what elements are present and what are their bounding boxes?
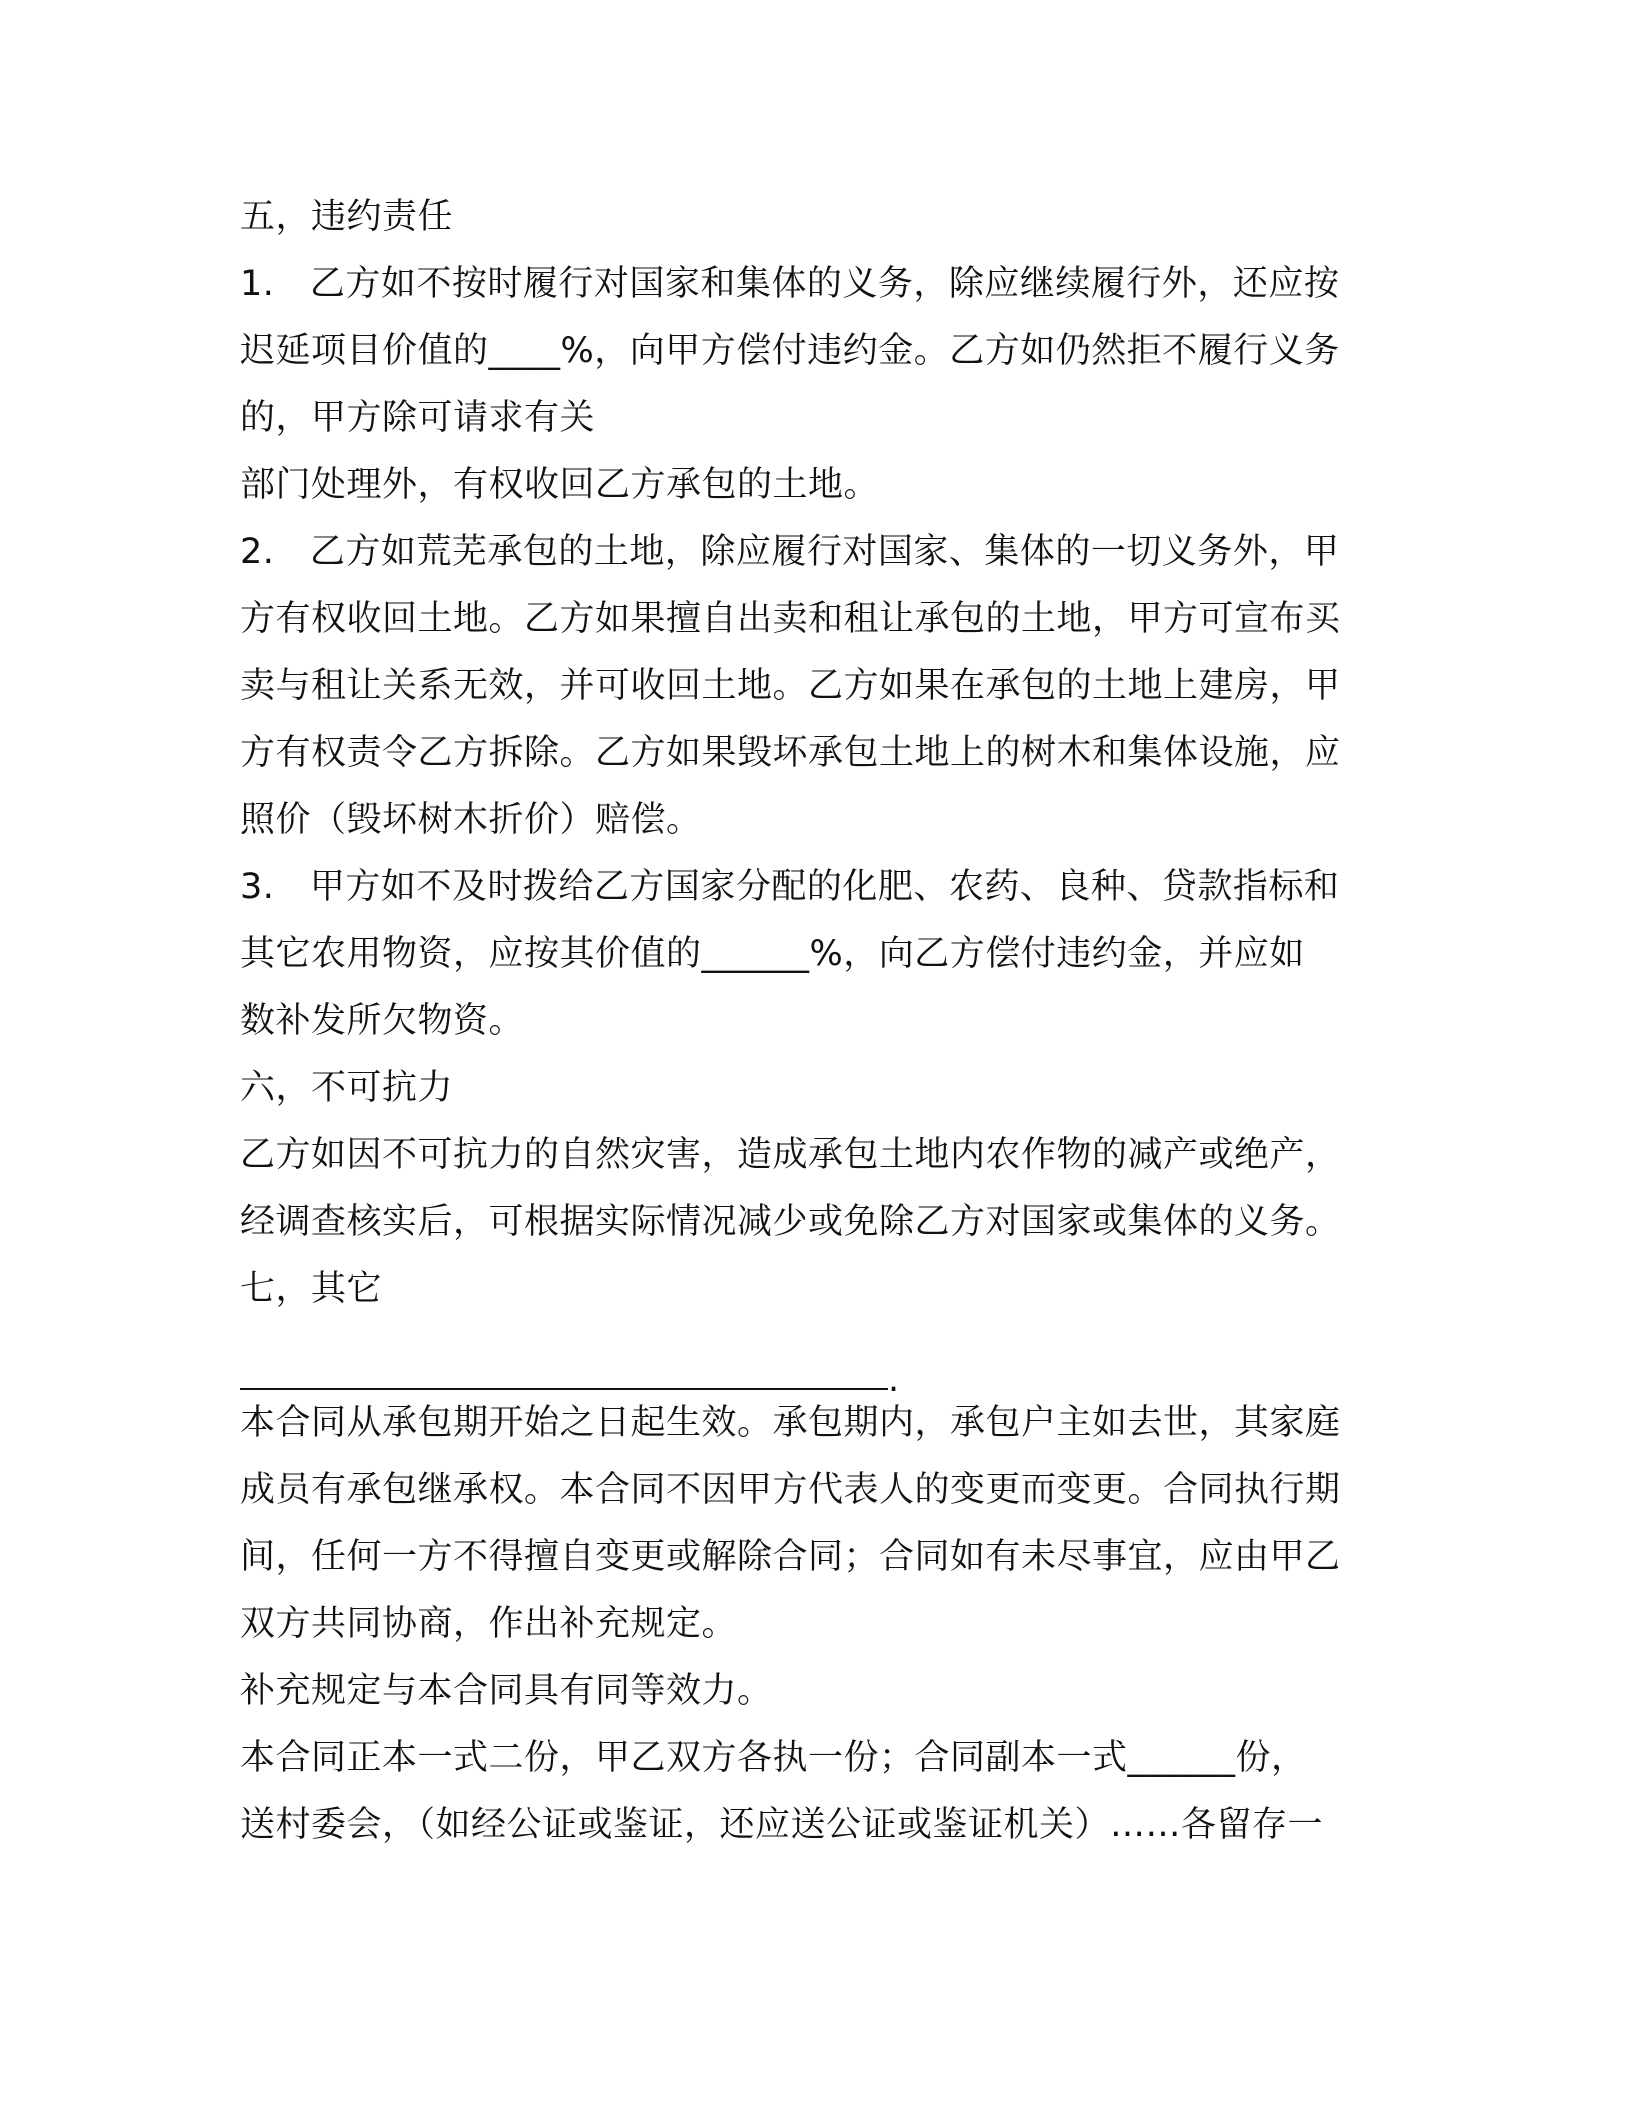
supplement-line: 补充规定与本合同具有同等效力。 — [240, 1671, 773, 1711]
heading-breach-liability: 五，违约责任 — [240, 197, 454, 237]
clause-1-line-3: 的，甲方除可请求有关 — [240, 398, 596, 438]
clause-1-line-2: 迟延项目价值的____%，向甲方偿付违约金。乙方如仍然拒不履行义务 — [240, 331, 1340, 371]
effective-line-1: 本合同从承包期开始之日起生效。承包期内，承包户主如去世，其家庭 — [240, 1403, 1341, 1443]
clause-1-line-4: 部门处理外，有权收回乙方承包的土地。 — [240, 465, 880, 505]
copies-line-1: 本合同正本一式二份，甲乙双方各执一份；合同副本一式______份， — [240, 1738, 1307, 1778]
other-blank-dot: . — [888, 1360, 900, 1400]
clause-2-line-4: 方有权责令乙方拆除。乙方如果毁坏承包土地上的树木和集体设施，应 — [240, 733, 1341, 773]
clause-1-line-1: 1. 乙方如不按时履行对国家和集体的义务，除应继续履行外，还应按 — [240, 264, 1340, 304]
clause-2-line-2: 方有权收回土地。乙方如果擅自出卖和租让承包的土地，甲方可宣布买 — [240, 599, 1341, 639]
heading-other: 七，其它 — [240, 1269, 383, 1309]
clause-2-line-5: 照价（毁坏树木折价）赔偿。 — [240, 800, 702, 840]
effective-line-4: 双方共同协商，作出补充规定。 — [240, 1604, 738, 1644]
clause-3-line-2: 其它农用物资，应按其价值的______%，向乙方偿付违约金，并应如 — [240, 934, 1305, 974]
clause-2-line-3: 卖与租让关系无效，并可收回土地。乙方如果在承包的土地上建房，甲 — [240, 666, 1341, 706]
effective-line-3: 间，任何一方不得擅自变更或解除合同；合同如有未尽事宜，应由甲乙 — [240, 1537, 1341, 1577]
clause-3-line-1: 3. 甲方如不及时拨给乙方国家分配的化肥、农药、良种、贷款指标和 — [240, 867, 1340, 907]
clause-3-line-3: 数补发所欠物资。 — [240, 1001, 525, 1041]
effective-line-2: 成员有承包继承权。本合同不因甲方代表人的变更而变更。合同执行期 — [240, 1470, 1341, 1510]
heading-force-majeure: 六，不可抗力 — [240, 1068, 454, 1108]
clause-2-line-1: 2. 乙方如荒芜承包的土地，除应履行对国家、集体的一切义务外，甲 — [240, 532, 1340, 572]
force-majeure-line-1: 乙方如因不可抗力的自然灾害，造成承包土地内农作物的减产或绝产， — [240, 1135, 1341, 1175]
copies-line-2: 送村委会，（如经公证或鉴证，还应送公证或鉴证机关）……各留存一 — [240, 1805, 1324, 1845]
force-majeure-line-2: 经调查核实后，可根据实际情况减少或免除乙方对国家或集体的义务。 — [240, 1202, 1341, 1242]
other-blank-line — [240, 1388, 888, 1390]
